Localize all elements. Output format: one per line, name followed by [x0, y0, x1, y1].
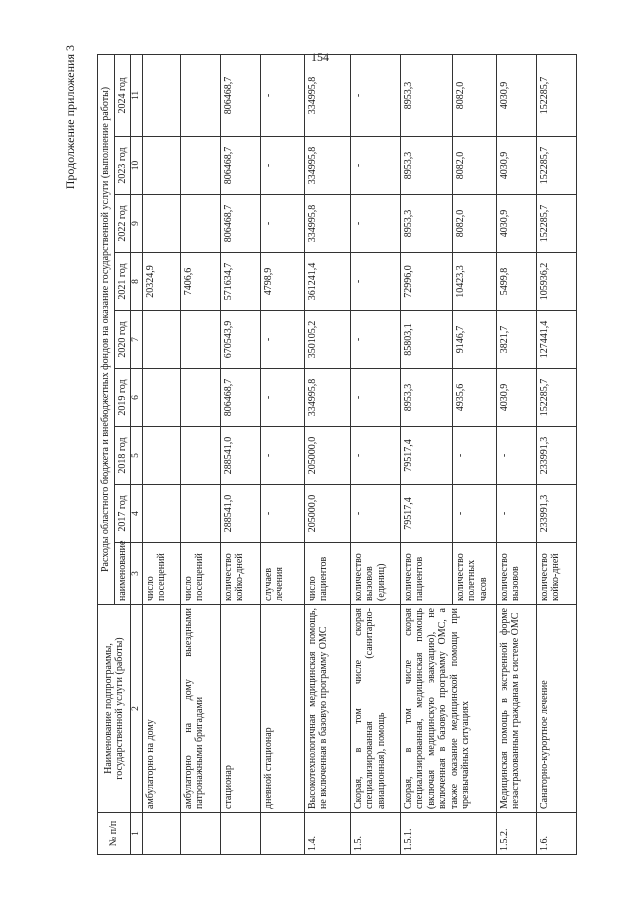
- row-value: -: [260, 137, 304, 195]
- table-row: [142, 54, 180, 854]
- row-value: -: [496, 485, 536, 543]
- row-number: 1.5.1.: [400, 813, 496, 855]
- row-value: 3821,7: [496, 311, 536, 369]
- row-value: 79517,4: [400, 427, 452, 485]
- row-value: [142, 195, 180, 253]
- table-row: [220, 54, 260, 854]
- row-value: 806468,7: [220, 369, 260, 427]
- row-number: [180, 813, 220, 855]
- row-value: 152285,7: [536, 195, 576, 253]
- row-value: [180, 195, 220, 253]
- header-year: 2021 год: [114, 253, 131, 311]
- row-value: 20324,9: [142, 253, 180, 311]
- row-value: [180, 369, 220, 427]
- row-value: -: [260, 195, 304, 253]
- row-value: 334995,8: [304, 369, 350, 427]
- row-value: -: [260, 485, 304, 543]
- row-value: 334995,8: [304, 137, 350, 195]
- expenses-table: [97, 54, 577, 855]
- row-unit: количество койко-дней: [220, 543, 260, 605]
- column-number: 9: [131, 195, 143, 253]
- column-number: 11: [131, 54, 143, 136]
- table-body: [142, 54, 576, 854]
- row-value: -: [496, 427, 536, 485]
- row-unit: количество вызовов (единиц): [350, 543, 400, 605]
- row-value: 205000,0: [304, 485, 350, 543]
- row-name: Медицинская помощь в экстренной форме незастрахованным гражданам в системе ОМС: [496, 605, 536, 813]
- row-value: 806468,7: [220, 195, 260, 253]
- row-name: дневной стационар: [260, 605, 304, 813]
- row-value: 670543,9: [220, 311, 260, 369]
- row-value: -: [350, 311, 400, 369]
- column-number: 4: [131, 485, 143, 543]
- row-value: 4935,6: [452, 369, 496, 427]
- row-value: 72996,0: [400, 253, 452, 311]
- rotated-page-content: [63, 35, 637, 855]
- column-number: 6: [131, 369, 143, 427]
- row-unit: число посещений: [142, 543, 180, 605]
- header-year: 2023 год: [114, 137, 131, 195]
- row-value: 152285,7: [536, 54, 576, 136]
- column-number: 7: [131, 311, 143, 369]
- row-name: амбулаторно на дому: [142, 605, 180, 813]
- row-value: -: [350, 369, 400, 427]
- row-value: 4030,9: [496, 54, 536, 136]
- row-value: 8953,3: [400, 137, 452, 195]
- row-value: 152285,7: [536, 369, 576, 427]
- row-value: 8082,0: [452, 195, 496, 253]
- row-value: 4030,9: [496, 195, 536, 253]
- row-value: 127441,4: [536, 311, 576, 369]
- row-value: 8953,3: [400, 369, 452, 427]
- column-number: 5: [131, 427, 143, 485]
- row-value: -: [350, 485, 400, 543]
- row-number: [220, 813, 260, 855]
- row-value: [180, 485, 220, 543]
- row-value: -: [452, 485, 496, 543]
- row-value: [142, 369, 180, 427]
- table-row: [350, 54, 400, 854]
- header-no: № п/п: [98, 813, 131, 855]
- row-value: [142, 427, 180, 485]
- row-value: [180, 311, 220, 369]
- row-value: 233991,3: [536, 427, 576, 485]
- row-value: 806468,7: [220, 137, 260, 195]
- row-value: 4798,9: [260, 253, 304, 311]
- row-name: Высокотехнологичная медицинская помощь, не включенная в базовую программу ОМС: [304, 605, 350, 813]
- row-name: амбулаторно на дому выездными патронажными бригадами: [180, 605, 220, 813]
- header-year: 2024 год: [114, 54, 131, 136]
- row-value: 571634,7: [220, 253, 260, 311]
- appendix-label: Продолжение приложения 3: [63, 45, 77, 190]
- row-name: Санаторно-курортное лечение: [536, 605, 576, 813]
- row-value: 806468,7: [220, 54, 260, 136]
- header-expenses: Расходы областного бюджета и внебюджетных фондов на оказание государственной услуги (выполнение работы): [98, 54, 115, 604]
- table-row: [400, 54, 452, 854]
- column-number: 10: [131, 137, 143, 195]
- table-row: [260, 54, 304, 854]
- row-value: [142, 137, 180, 195]
- row-value: 7406,6: [180, 253, 220, 311]
- row-number: 1.5.: [350, 813, 400, 855]
- row-value: 334995,8: [304, 195, 350, 253]
- row-value: -: [260, 54, 304, 136]
- header-year: 2017 год: [114, 485, 131, 543]
- page-number: 154: [311, 50, 329, 64]
- row-name: Скорая, в том числе скорая специализированная (санитарно-авиационная), помощь: [350, 605, 400, 813]
- header-year: 2022 год: [114, 195, 131, 253]
- row-value: 205000,0: [304, 427, 350, 485]
- row-value: 105936,2: [536, 253, 576, 311]
- row-value: 8082,0: [452, 137, 496, 195]
- row-value: 4030,9: [496, 137, 536, 195]
- row-value: -: [350, 253, 400, 311]
- row-unit: количество койко-дней: [536, 543, 576, 605]
- row-unit: количество вызовов: [496, 543, 536, 605]
- header-year: 2018 год: [114, 427, 131, 485]
- row-value: -: [260, 311, 304, 369]
- row-value: 334995,8: [304, 54, 350, 136]
- row-name: стационар: [220, 605, 260, 813]
- row-value: 152285,7: [536, 137, 576, 195]
- row-number: [260, 813, 304, 855]
- row-value: 233991,3: [536, 485, 576, 543]
- table-row: [304, 54, 350, 854]
- row-value: 288541,0: [220, 427, 260, 485]
- row-value: 5499,8: [496, 253, 536, 311]
- row-value: -: [350, 54, 400, 136]
- row-value: -: [260, 369, 304, 427]
- row-value: [142, 54, 180, 136]
- column-number: 1: [131, 813, 143, 855]
- column-number: 8: [131, 253, 143, 311]
- header-year: 2019 год: [114, 369, 131, 427]
- row-value: -: [350, 195, 400, 253]
- row-number: [142, 813, 180, 855]
- row-value: 8953,3: [400, 54, 452, 136]
- row-value: 8082,0: [452, 54, 496, 136]
- row-unit: число посещений: [180, 543, 220, 605]
- row-value: -: [260, 427, 304, 485]
- row-value: 8953,3: [400, 195, 452, 253]
- row-value: 288541,0: [220, 485, 260, 543]
- row-number: 1.5.2.: [496, 813, 536, 855]
- row-value: [180, 54, 220, 136]
- row-unit: число пациентов: [304, 543, 350, 605]
- row-value: [180, 137, 220, 195]
- row-unit: количество полетных часов: [452, 543, 496, 605]
- header-unit: наименование: [114, 543, 131, 605]
- row-value: [180, 427, 220, 485]
- row-unit: случаев лечения: [260, 543, 304, 605]
- row-value: 9146,7: [452, 311, 496, 369]
- column-number: 3: [131, 543, 143, 605]
- header-name: Наименование подпрограммы, государственной услуги (работы): [98, 605, 131, 813]
- table-row: [536, 54, 576, 854]
- row-name: Скорая, в том числе скорая специализированная, медицинская помощь (включая медицинскую эвакуацию), не включенная в базовую программу ОМС, а также оказание медицинской помощи при чрезвычайных ситуациях: [400, 605, 496, 813]
- column-number-row: [131, 54, 143, 854]
- table-row: [496, 54, 536, 854]
- row-value: [142, 485, 180, 543]
- row-number: 1.6.: [536, 813, 576, 855]
- row-value: 361241,4: [304, 253, 350, 311]
- header-row-1: [98, 54, 115, 854]
- row-value: 4030,9: [496, 369, 536, 427]
- header-year: 2020 год: [114, 311, 131, 369]
- row-value: 85803,1: [400, 311, 452, 369]
- column-number: 2: [131, 605, 143, 813]
- row-unit: количество пациентов: [400, 543, 452, 605]
- row-value: 350105,2: [304, 311, 350, 369]
- row-value: -: [350, 137, 400, 195]
- row-value: 10423,3: [452, 253, 496, 311]
- row-number: 1.4.: [304, 813, 350, 855]
- row-value: 79517,4: [400, 485, 452, 543]
- row-value: -: [350, 427, 400, 485]
- row-value: [142, 311, 180, 369]
- row-value: -: [452, 427, 496, 485]
- table-row: [180, 54, 220, 854]
